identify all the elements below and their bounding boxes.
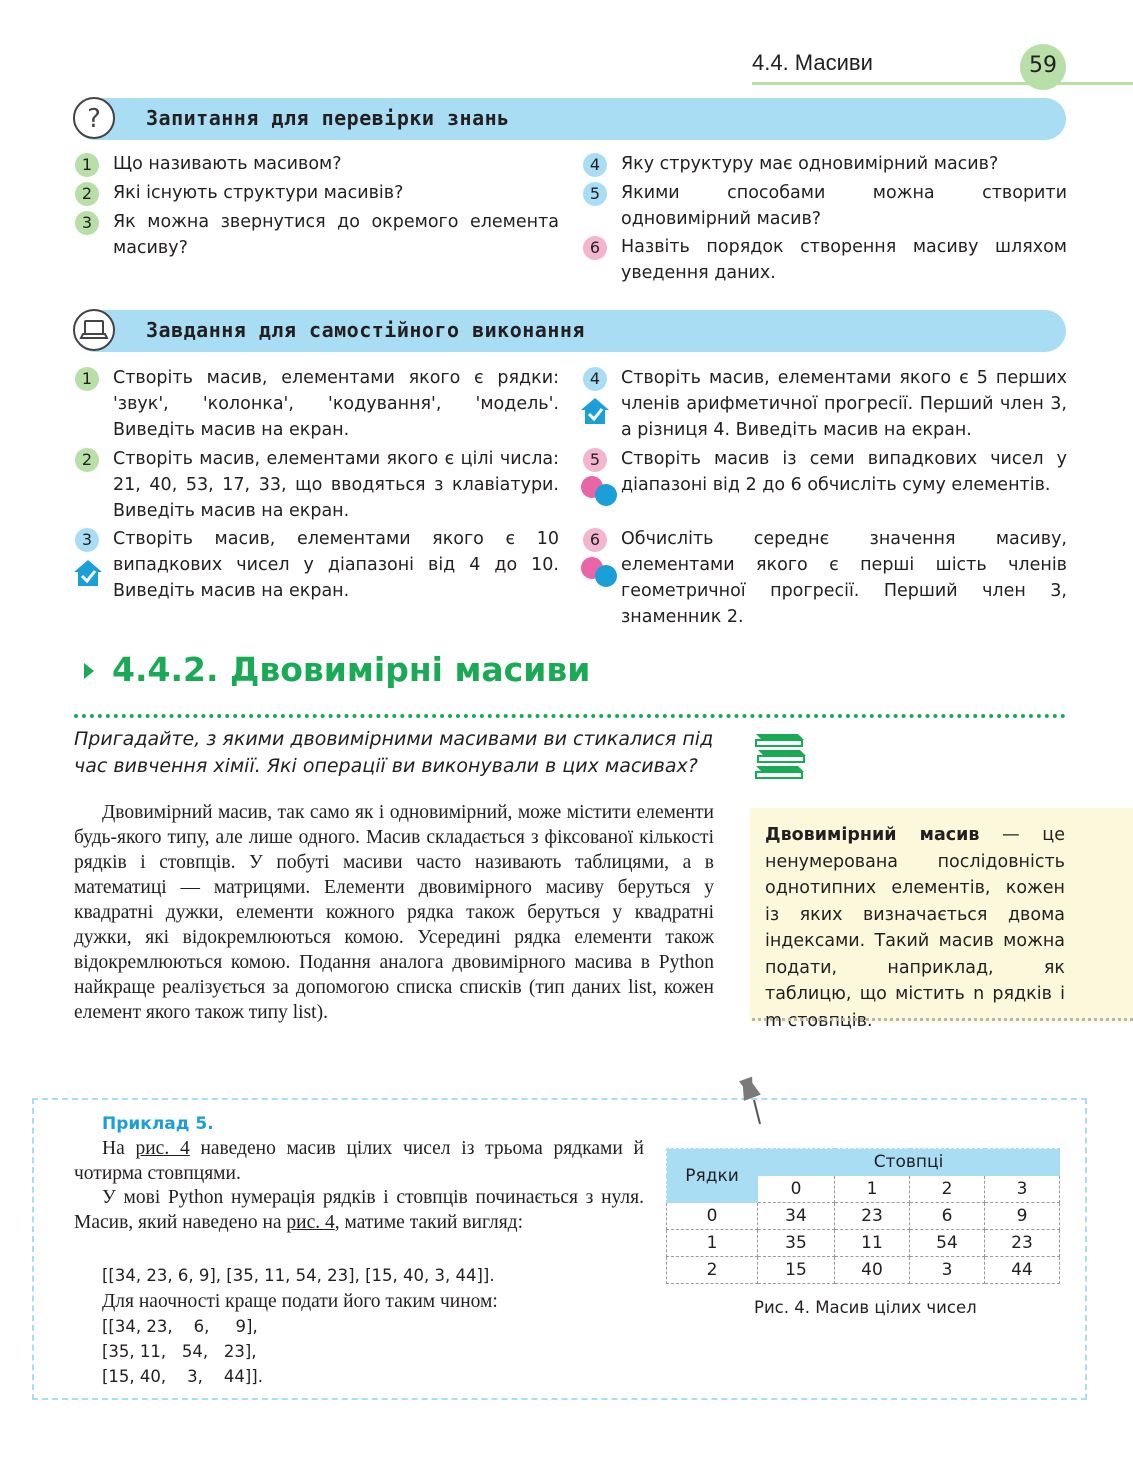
table-cell: 6: [910, 1203, 985, 1230]
table-cell: 23: [835, 1203, 910, 1230]
pushpin-icon: [734, 1074, 774, 1126]
table-cell: 54: [910, 1230, 985, 1257]
figure-caption: Рис. 4. Масив цілих чисел: [754, 1298, 977, 1317]
task-number: 3: [75, 528, 99, 552]
table-row: [667, 1257, 1060, 1284]
header-rule: [752, 82, 1133, 85]
table-cell: 44: [985, 1257, 1060, 1284]
question-number: 5: [583, 182, 607, 206]
task-item: Створіть масив із семи випадкових чисел у діапазоні від 2 до 6 обчисліть суму елементів.: [621, 449, 1067, 495]
task-number: 5: [583, 448, 607, 472]
definition-term: Двовимірний масив: [765, 825, 980, 845]
home-task-icon: [72, 558, 104, 588]
rows-header: Рядки: [667, 1149, 758, 1203]
row-index: 1: [667, 1230, 758, 1257]
running-header-section: 4.4. Масиви: [752, 50, 873, 75]
definition-body: — це ненумерована послідовність однотипних елементів, кожен із яких визначається двома індексами. Такий масив можна подати, наприклад, як таблицю, що містить n рядків і m стовпців.: [765, 825, 1065, 1031]
task-number: 2: [75, 448, 99, 472]
pair-work-icon: [579, 474, 623, 508]
table-row: [667, 1230, 1060, 1257]
example-title: Приклад 5.: [102, 1114, 214, 1134]
code-line: [[34, 23, 6, 9], [35, 11, 54, 23], [15, 40, 3, 44]].: [102, 1266, 495, 1285]
question-number: 2: [75, 182, 99, 206]
table-cell: 15: [758, 1257, 835, 1284]
question-item: Які існують структури масивів?: [113, 183, 404, 203]
code-line: [[34, 23, 6, 9],: [102, 1317, 258, 1336]
column-index: 3: [985, 1176, 1060, 1203]
table-cell: 34: [758, 1203, 835, 1230]
question-item: Що називають масивом?: [113, 154, 342, 174]
page-number: 59: [1020, 44, 1066, 90]
questions-title: Запитання для перевірки знань: [146, 106, 510, 130]
figure-link[interactable]: рис. 4: [286, 1211, 335, 1233]
task-number: 4: [583, 367, 607, 391]
table-cell: 9: [985, 1203, 1060, 1230]
laptop-icon: [73, 309, 115, 351]
column-index: 2: [910, 1176, 985, 1203]
question-item: Яку структуру має одновимірний масив?: [621, 154, 999, 174]
figure-link[interactable]: рис. 4: [135, 1138, 190, 1159]
task-item: Створіть масив, елементами якого є 5 перших членів арифметичної прогресії. Перший член 3, а різниця 4. Виведіть масив на екран.: [621, 368, 1067, 440]
task-number: 1: [75, 367, 99, 391]
row-index: 0: [667, 1203, 758, 1230]
heading-arrow-icon: [84, 663, 94, 679]
task-item: Створіть масив, елементами якого є 10 випадкових чисел у діапазоні від 4 до 10. Виведіть масив на екран.: [113, 529, 559, 601]
svg-text:?: ?: [87, 104, 101, 134]
task-item: Створіть масив, елементами якого є цілі числа: 21, 40, 53, 17, 33, що вводяться з клавіатури. Виведіть масив на екран.: [113, 449, 559, 521]
table-cell: 11: [835, 1230, 910, 1257]
questions-section-bar: [74, 98, 1066, 140]
question-item: Назвіть порядок створення масиву шляхом уведення даних.: [621, 237, 1067, 283]
books-icon: [752, 730, 808, 784]
question-item: Як можна звернутися до окремого елемента масиву?: [113, 212, 559, 258]
example-paragraph-3: Для наочності краще подати його таким чином:: [102, 1291, 498, 1312]
tasks-section-bar: [74, 310, 1066, 352]
example-paragraph-1: На рис. 4 наведено масив цілих чисел із трьома рядками й чотирма стовпцями.: [74, 1138, 644, 1184]
columns-header: Стовпці: [758, 1149, 1060, 1176]
example-paragraph-2: У мові Python нумерація рядків і стовпців починається з нуля. Масив, який наведено на рис. 4, матиме такий вигляд:: [74, 1187, 644, 1233]
task-item: Створіть масив, елементами якого є рядки: 'звук', 'колонка', 'кодування', 'модель'. Виведіть масив на екран.: [113, 368, 559, 440]
pair-work-icon: [579, 555, 623, 589]
code-line: [15, 40, 3, 44]].: [102, 1367, 263, 1386]
task-number: 6: [583, 528, 607, 552]
recall-question: Пригадайте, з якими двовимірними масивами ви стикалися під час вивчення хімії. Які операції ви виконували в цих масивах?: [74, 728, 714, 777]
question-number: 4: [583, 153, 607, 177]
question-number: 3: [75, 211, 99, 235]
column-index: 1: [835, 1176, 910, 1203]
section-heading: 4.4.2. Двовимірні масиви: [112, 650, 591, 689]
question-mark-icon: [73, 97, 115, 139]
tasks-title: Завдання для самостійного виконання: [146, 318, 585, 342]
array-table: [666, 1148, 1060, 1284]
column-index: 0: [758, 1176, 835, 1203]
question-number: 1: [75, 153, 99, 177]
code-line: [35, 11, 54, 23],: [102, 1342, 257, 1361]
table-row: [667, 1203, 1060, 1230]
table-cell: 23: [985, 1230, 1060, 1257]
task-item: Обчисліть середнє значення масиву, елементами якого є перші шість членів геометричної прогресії. Перший член 3, знаменник 2.: [621, 529, 1067, 627]
table-cell: 35: [758, 1230, 835, 1257]
definition-text: [765, 822, 1065, 1034]
question-number: 6: [583, 236, 607, 260]
body-paragraph: Двовимірний масив, так само як і одновимірний, може містити елементи будь-якого типу, але лише одного. Масив складається з фіксованої кількості рядків і стовпців. У побуті масиви часто називають таблицями, а в математиці — матрицями. Елементи двовимірного масиву беруться у квадратні дужки, елементи кожного рядка також беруться у квадратні дужки, які відокремлюються комою. Усередині рядка елементи також відокремлюються комою. Подання аналога двовимірного масива в Python найкраще реалізується за допомогою списка списків (тип даних list, кожен елемент якого також типу list).: [74, 802, 714, 1023]
question-item: Якими способами можна створити одновимірний масив?: [621, 183, 1067, 229]
heading-dotted-rule: [74, 714, 1066, 718]
definition-dotted-rule: [752, 1018, 1133, 1021]
table-cell: 40: [835, 1257, 910, 1284]
home-task-icon: [579, 396, 611, 426]
row-index: 2: [667, 1257, 758, 1284]
table-cell: 3: [910, 1257, 985, 1284]
